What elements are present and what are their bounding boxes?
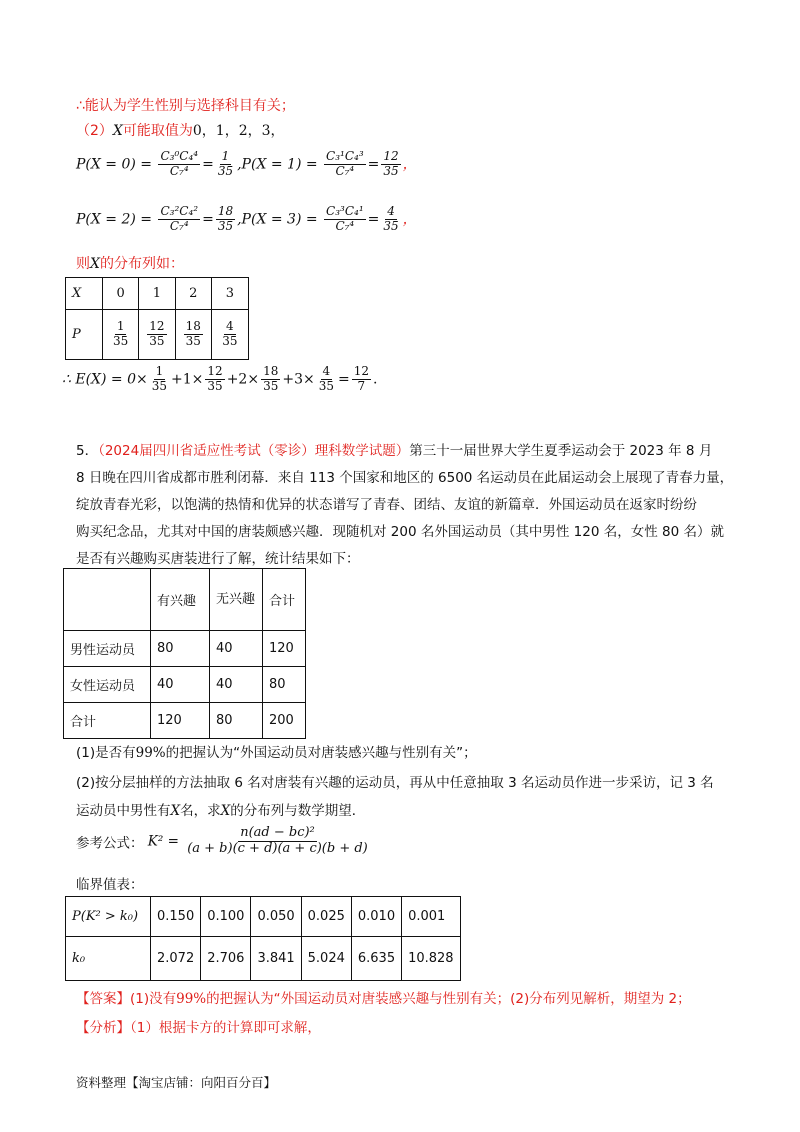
prob-eq2-res: $\frac{12}{35}$ <box>383 149 399 178</box>
critical-cell: 10.828 <box>402 937 461 981</box>
survey-cell: 120 <box>263 631 306 667</box>
critical-cell: 0.001 <box>402 897 461 937</box>
survey-row-label: 合计 <box>64 703 151 739</box>
problem-source: （2024届四川省适应性考试（零诊）理科数学试题） <box>98 443 410 459</box>
critical-cell: 3.841 <box>251 937 301 981</box>
critical-header-k0: k₀ <box>66 937 151 981</box>
problem5-statement: 5．（2024届四川省适应性考试（零诊）理科数学试题）第三十一届世界大学生夏季运动会于 2023 年 8 月 8 日晚在四川省成都市胜利闭幕．来自 113 个国家和地区的 6500 名运动员在此届运动会上展现了青春力量， 绽放青春光彩，以饱满的热情和优异的状态谱写了青春、团结、友谊的新篇章．外国运动员在返家时纷纷 购买纪念品，尤其对中国的唐装颇感兴趣．现随机对 200 名外国运动员（其中男性 120 名，女性 80 名）就 是否有兴趣购买唐装进行了解，统计结果如下： <box>76 443 734 567</box>
dist-cell: $\frac{12}{35}$ <box>139 310 175 360</box>
critical-cell: 0.025 <box>301 897 351 937</box>
critical-cell: 5.024 <box>301 937 351 981</box>
q2-intro-text: 可能取值为 <box>122 123 193 139</box>
prob-eq4-frac: $\frac{\text{C₃³C₄¹}}{\text{C₇⁴}}$ <box>326 204 364 233</box>
q2-intro <box>76 120 285 140</box>
survey-cell: 40 <box>151 667 210 703</box>
dist-cell: 1 <box>139 278 175 310</box>
formula-fraction: $\frac{\text{n(ad − bc)²}}{(a + b)(c + d)(a + c)(b + d)}$ <box>187 825 368 856</box>
distribution-table <box>65 277 249 360</box>
critical-cell: 2.706 <box>201 937 251 981</box>
critical-cell: 0.100 <box>201 897 251 937</box>
prob-eq3-res: $\frac{18}{35}$ <box>217 204 234 233</box>
critical-label: 临界值表： <box>76 877 144 893</box>
dist-cell: $\frac{4}{35}$ <box>211 310 248 360</box>
critical-cell: 6.635 <box>351 937 401 981</box>
prob-eq4-res: $\frac{4}{35}$ <box>383 204 399 233</box>
survey-header-not-interested: 无兴趣 <box>210 569 263 631</box>
prob-eq3: P(X = 2) = <box>76 211 153 228</box>
problem-number: 5． <box>76 443 99 459</box>
survey-cell: 80 <box>210 703 263 739</box>
prob-line-1: P(X = 0) = $\frac{\text{C₃⁰C₄⁴}}{\text{C₇⁴}}$ = $\frac{1}{35}$ ,P(X = 1) = $\frac{\text{C₃¹C₄³}}{\text{C₇⁴}}$ = $\frac{12}{35}$ ， <box>76 149 417 178</box>
analysis-line: 【分析】（1）根据卡方的计算即可求解， <box>76 1020 321 1036</box>
critical-cell: 0.050 <box>251 897 301 937</box>
prob-eq2: ,P(X = 1) = <box>237 156 318 173</box>
answer-line: 【答案】(1)没有99%的把握认为“外国运动员对唐装感兴趣与性别有关；(2)分布列见解析，期望为 2； <box>76 991 691 1007</box>
survey-row-label: 女性运动员 <box>64 667 151 703</box>
dist-cell: 0 <box>103 278 139 310</box>
dist-cell: 2 <box>175 278 211 310</box>
reference-formula: 参考公式： K² = $\frac{\text{n(ad − bc)²}}{(a + b)(c + d)(a + c)(b + d)}$ <box>76 825 368 856</box>
prob-eq1: P(X = 0) = <box>76 156 153 173</box>
survey-cell: 200 <box>263 703 306 739</box>
prob-eq1-res: $\frac{1}{35}$ <box>217 149 234 178</box>
dist-cell: $\frac{1}{35}$ <box>103 310 139 360</box>
prob-eq1-frac: $\frac{\text{C₃⁰C₄⁴}}{\text{C₇⁴}}$ <box>160 149 199 178</box>
prob-eq4: ,P(X = 3) = <box>237 211 318 228</box>
survey-cell: 120 <box>151 703 210 739</box>
survey-header-total: 合计 <box>263 569 306 631</box>
survey-header-empty <box>64 569 151 631</box>
critical-header-p: P(K² > k₀) <box>66 897 151 937</box>
question-2-line2: 运动员中男性有X名，求X的分布列与数学期望． <box>76 803 366 819</box>
critical-table <box>65 896 461 981</box>
survey-cell: 40 <box>210 631 263 667</box>
footer-credit: 资料整理【淘宝店铺：向阳百分百】 <box>76 1075 277 1090</box>
q2-values: 0，1，2，3， <box>192 123 285 139</box>
dist-header-p: P <box>66 310 103 360</box>
survey-table <box>63 568 306 739</box>
var-x: X <box>112 123 123 139</box>
survey-header-interested: 有兴趣 <box>151 569 210 631</box>
critical-cell: 0.150 <box>151 897 201 937</box>
expectation-line: ∴ E(X) = 0× $\frac{1}{35}$ +1× $\frac{12}{35}$ +2× $\frac{18}{35}$ +3× $\frac{4}{35}$ = $\frac{12}{7}$ . <box>62 364 378 393</box>
question-2-line1: (2)按分层抽样的方法抽取 6 名对唐装有兴趣的运动员，再从中任意抽取 3 名运动员作进一步采访，记 3 名 <box>76 775 714 791</box>
question-1: (1)是否有99%的把握认为“外国运动员对唐装感兴趣与性别有关”； <box>76 745 477 761</box>
critical-cell: 2.072 <box>151 937 201 981</box>
conclusion-line: ∴能认为学生性别与选择科目有关； <box>76 98 295 114</box>
prob-eq2-frac: $\frac{\text{C₃¹C₄³}}{\text{C₇⁴}}$ <box>326 149 364 178</box>
dist-header-x: X <box>66 278 103 310</box>
dist-cell: 3 <box>211 278 248 310</box>
survey-cell: 80 <box>263 667 306 703</box>
var-x: X <box>90 256 100 272</box>
prob-line-2: P(X = 2) = $\frac{\text{C₃²C₄²}}{\text{C₇⁴}}$ = $\frac{18}{35}$ ,P(X = 3) = $\frac{\text{C₃³C₄¹}}{\text{C₇⁴}}$ = $\frac{4}{35}$ ， <box>76 204 417 233</box>
survey-cell: 80 <box>151 631 210 667</box>
dist-intro: 则X的分布列如： <box>76 256 184 272</box>
dist-cell: $\frac{18}{35}$ <box>175 310 211 360</box>
prob-eq3-frac: $\frac{\text{C₃²C₄²}}{\text{C₇⁴}}$ <box>160 204 199 233</box>
survey-cell: 40 <box>210 667 263 703</box>
critical-cell: 0.010 <box>351 897 401 937</box>
survey-row-label: 男性运动员 <box>64 631 151 667</box>
q2-intro-label: （2） <box>76 123 113 139</box>
